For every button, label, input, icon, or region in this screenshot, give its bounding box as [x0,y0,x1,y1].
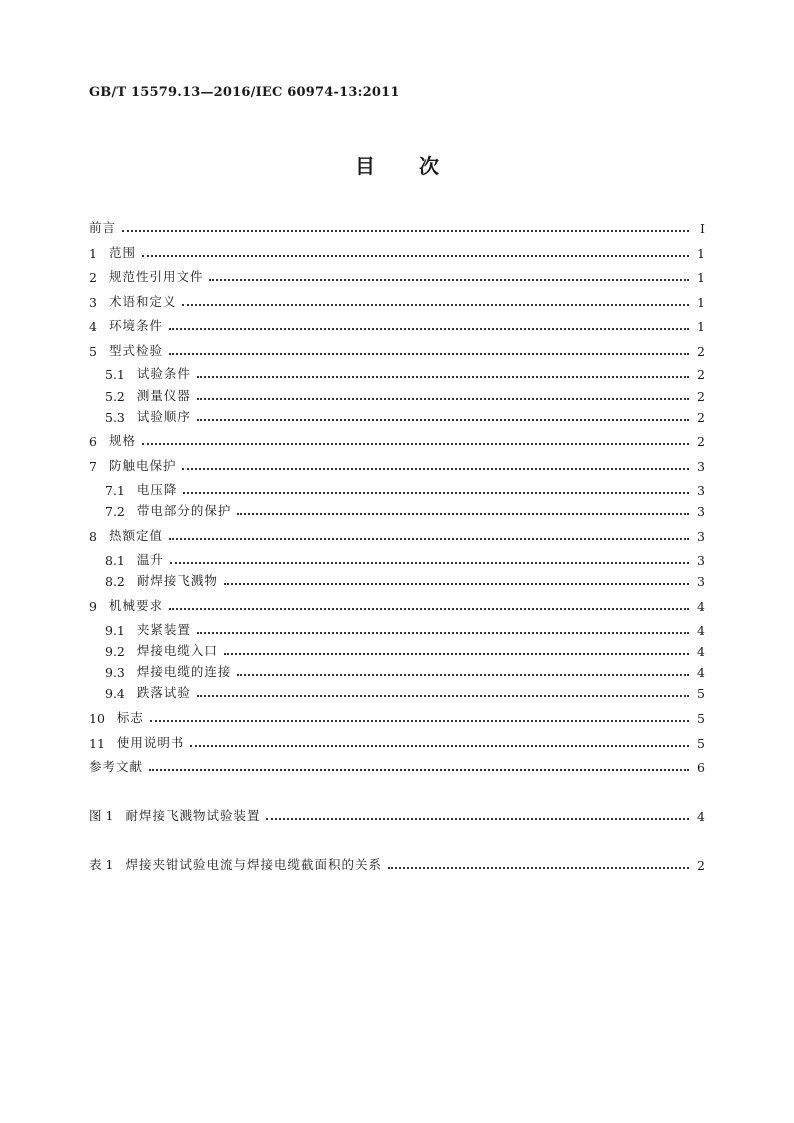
leader-dots [197,419,689,421]
toc-entry-10[interactable] [89,706,705,726]
toc-entry-3[interactable] [89,290,705,310]
leader-dots [169,608,689,610]
toc-entry-title: 跌落试验 [136,685,191,700]
toc-entry-title: 温升 [136,552,164,567]
leader-dots [169,538,689,540]
leader-dots [183,492,689,494]
figure-entry-page: 4 [697,809,705,824]
toc-entry-5[interactable] [89,339,705,359]
toc-entry-title: 前言 [89,220,117,235]
leader-dots [149,769,689,771]
toc-entry-1[interactable] [89,241,705,261]
toc-entry-title: 防触电保护 [108,458,177,473]
leader-dots [150,720,689,722]
toc-entry-page: 4 [697,623,705,638]
toc-entry-page: 4 [697,644,705,659]
toc-entry-title: 环境条件 [108,318,163,333]
toc-entry-9-2[interactable] [89,639,705,659]
toc-entry-11[interactable] [89,731,705,751]
toc-entry-title: 范围 [108,245,136,260]
toc-entry-number: 5.3 [105,410,125,425]
toc-entry-page: 3 [697,529,705,544]
leader-dots [182,468,689,470]
toc-entry-number: 9.1 [105,623,125,638]
toc-entry-page: 2 [697,410,705,425]
toc-entry-8-2[interactable] [89,569,705,589]
leader-dots [197,695,689,697]
toc-entry-page: 5 [697,711,705,726]
toc-entry-foreword[interactable] [89,216,705,236]
toc-entry-title: 标志 [116,710,144,725]
leader-dots [122,230,689,232]
leader-dots [197,376,689,378]
toc-entry-6[interactable] [89,429,705,449]
toc-entry-page: 1 [697,295,705,310]
toc-entry-number: 9 [89,599,97,614]
toc-entry-7-1[interactable] [89,478,705,498]
leader-dots [237,513,689,515]
toc-entry-5-2[interactable] [89,384,705,404]
toc-entry-page: 1 [697,270,705,285]
toc-entry-title: 电压降 [136,482,178,497]
leader-dots [169,353,689,355]
toc-entry-title: 试验条件 [136,366,191,381]
table-of-contents [89,0,705,1123]
toc-entry-7-2[interactable] [89,499,705,519]
toc-entry-number: 5.2 [105,389,125,404]
toc-entry-title: 试验顺序 [136,409,191,424]
toc-entry-9-1[interactable] [89,618,705,638]
toc-entry-title: 夹紧装置 [136,622,191,637]
leader-dots [197,632,689,634]
leader-dots [169,328,689,330]
toc-entry-bibliography[interactable] [89,755,705,775]
toc-entry-page: 2 [697,367,705,382]
toc-entry-page: Ⅰ [700,221,705,236]
toc-entry-number: 8.2 [105,574,125,589]
toc-entry-number: 10 [89,711,105,726]
leader-dots [237,674,689,676]
toc-entry-number: 3 [89,295,97,310]
toc-entry-page: 3 [697,504,705,519]
leader-dots [182,304,689,306]
table-entry-number: 表 1 [89,857,114,872]
toc-entry-number: 8.1 [105,553,125,568]
toc-entry-number: 5 [89,344,97,359]
toc-entry-title: 术语和定义 [108,294,177,309]
toc-entry-number: 7 [89,459,97,474]
table-entry-title: 焊接夹钳试验电流与焊接电缆截面积的关系 [125,857,382,872]
toc-entry-page: 3 [697,574,705,589]
toc-entry-number: 9.4 [105,686,125,701]
toc-entry-5-1[interactable] [89,362,705,382]
toc-entry-page: 1 [697,319,705,334]
table-entry-1[interactable] [89,853,705,873]
toc-entry-title: 带电部分的保护 [136,503,232,518]
toc-entry-number: 4 [89,319,97,334]
toc-entry-number: 8 [89,529,97,544]
toc-entry-page: 2 [697,344,705,359]
toc-entry-number: 9.3 [105,665,125,680]
toc-entry-number: 7.1 [105,483,125,498]
toc-entry-title: 测量仪器 [136,388,191,403]
leader-dots [224,583,689,585]
toc-entry-2[interactable] [89,265,705,285]
leader-dots [224,653,689,655]
toc-entry-number: 11 [89,736,105,751]
toc-entry-title: 型式检验 [108,343,163,358]
toc-entry-page: 2 [697,389,705,404]
toc-entry-9-3[interactable] [89,660,705,680]
toc-entry-page: 4 [697,599,705,614]
toc-entry-number: 5.1 [105,367,125,382]
toc-entry-title: 热额定值 [108,528,163,543]
toc-entry-title: 机械要求 [108,598,163,613]
leader-dots [170,562,689,564]
figure-entry-1[interactable] [89,804,705,824]
standard-code-header: GB/T 15579.13—2016/IEC 60974-13:2011 [89,85,400,100]
toc-entry-5-3[interactable] [89,405,705,425]
leader-dots [142,443,689,445]
toc-entry-title: 焊接电缆入口 [136,643,218,658]
leader-dots [388,867,689,869]
figure-entry-title: 耐焊接飞溅物试验装置 [125,808,261,823]
toc-entry-page: 3 [697,483,705,498]
toc-entry-page: 5 [697,736,705,751]
toc-entry-4[interactable] [89,314,705,334]
toc-entry-page: 1 [697,246,705,261]
toc-entry-title: 耐焊接飞溅物 [136,573,218,588]
leader-dots [209,279,689,281]
toc-entry-page: 3 [697,459,705,474]
toc-entry-page: 2 [697,434,705,449]
toc-entry-8-1[interactable] [89,548,705,568]
toc-entry-number: 2 [89,270,97,285]
toc-entry-number: 9.2 [105,644,125,659]
leader-dots [142,255,689,257]
toc-entry-page: 5 [697,686,705,701]
toc-entry-9-4[interactable] [89,681,705,701]
toc-entry-number: 1 [89,246,97,261]
toc-entry-title: 焊接电缆的连接 [136,664,232,679]
toc-entry-title: 规格 [108,433,136,448]
page-title: 目次 [355,154,483,178]
toc-entry-title: 使用说明书 [116,735,185,750]
toc-entry-page: 3 [697,553,705,568]
toc-entry-number: 6 [89,434,97,449]
toc-entry-page: 4 [697,665,705,680]
figure-entry-number: 图 1 [89,808,114,823]
toc-entry-title: 参考文献 [89,759,144,774]
leader-dots [190,745,689,747]
toc-entry-page: 6 [697,760,705,775]
toc-entry-title: 规范性引用文件 [108,269,204,284]
toc-entry-8[interactable] [89,524,705,544]
toc-entry-7[interactable] [89,454,705,474]
leader-dots [266,818,689,820]
table-entry-page: 2 [697,858,705,873]
toc-entry-number: 7.2 [105,504,125,519]
leader-dots [197,398,689,400]
toc-entry-9[interactable] [89,594,705,614]
